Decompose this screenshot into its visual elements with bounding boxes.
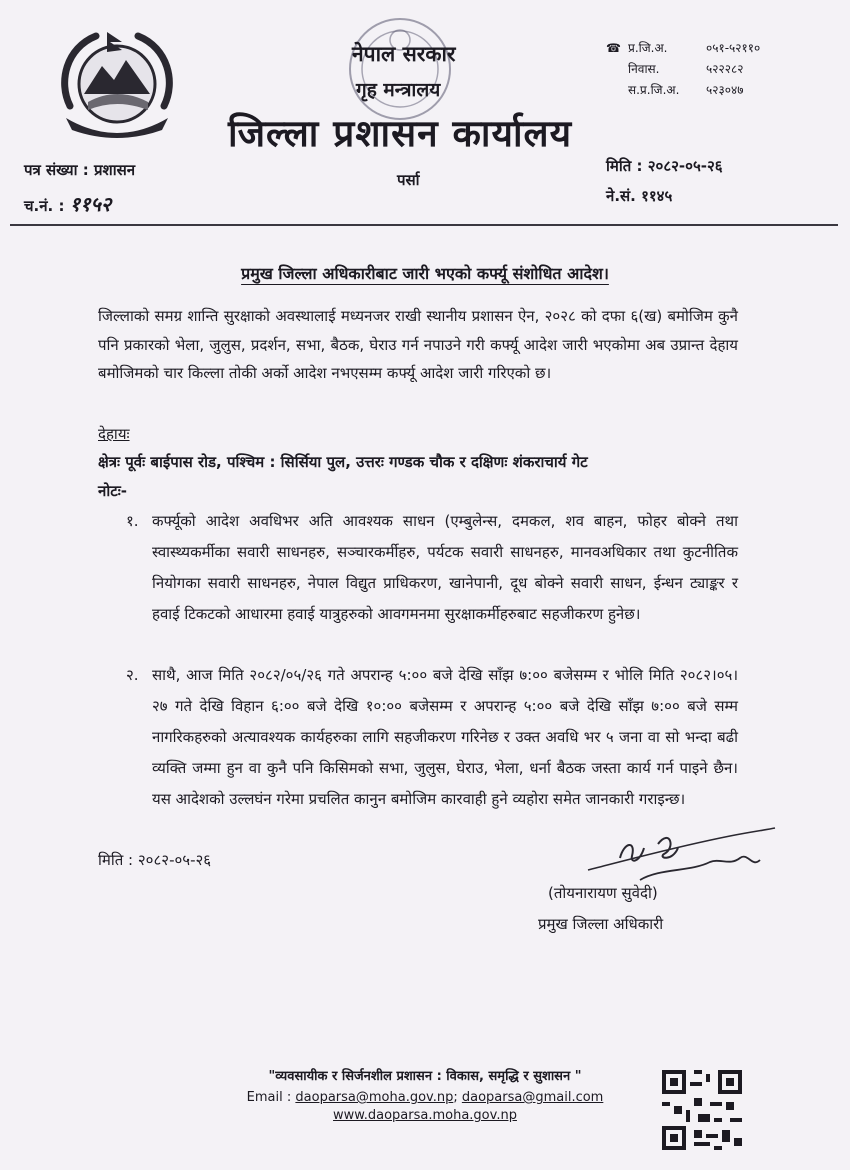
subject-text: प्रमुख जिल्ला अधिकारीबाट जारी भएको कर्फ्यू संशोधित आदेश। [241,264,609,283]
contact-value: ५२३०४७ [706,83,744,97]
header-divider [10,224,838,226]
nepal-sambat-date: ने.सं. ११४५ [606,187,673,205]
dispatch-number-value: ११५२ [69,192,112,216]
email-link-secondary[interactable]: daoparsa@gmail.com [461,1090,604,1105]
office-title: जिल्ला प्रशासन कार्यालय [228,112,573,155]
dehaya-label [98,420,738,449]
contact-label: स.प्र.जि.अ. [628,83,680,97]
contact-value: ५२२२८२ [706,62,744,76]
contact-row [606,80,760,101]
dehaya-text: देहायः [98,425,130,443]
ministry-name: गृह मन्त्रालय [356,79,441,101]
footer-motto: "व्यवसायीक र सिर्जनशील प्रशासन : विकास, समृद्धि र सुशासन " [268,1069,582,1084]
curfew-area: क्षेत्रः पूर्वः बाईपास रोड, पश्चिम : सिर्सिया पुल, उत्तरः गण्डक चौक र दक्षिणः शंकराचार्य गेट [98,453,588,471]
note-item [126,660,738,815]
note-text: कर्फ्यूको आदेश अवधिभर अति आवश्यक साधन (एम्बुलेन्स, दमकल, शव बाहन, फोहर बोक्ने तथा स्वास्थ्यकर्मीका सवारी साधनहरु, सञ्चारकर्मीहरु, पर्यटक सवारी साधनहरु, मानवअधिकार तथा कुटनीतिक नियोगका सवारी साधनहरु, नेपाल विद्युत प्राधिकरण, खानेपानी, दूध बोक्ने सवारी साधन, ईन्धन ट्याङ्कर र हवाई टिकटको आधारमा हवाई यात्रुहरुको आवगमनमा सुरक्षाकर्मीहरुबाट सहजीकरण हुनेछ। [152,512,738,623]
website-link[interactable]: www.daoparsa.moha.gov.np [333,1108,517,1123]
note-item [126,506,738,630]
contact-row [606,59,760,80]
letter-number: पत्र संख्या : प्रशासन [24,161,136,179]
subject-heading [0,262,850,284]
signatory-name: (तोयनारायण सुवेदी) [548,884,658,902]
office-location: पर्सा [397,171,420,189]
intro-paragraph: जिल्लाको समग्र शान्ति सुरक्षाको अवस्थालाई मध्यनजर राखी स्थानीय प्रशासन ऐन, २०२८ को दफा ६(ख) बमोजिम कुनै पनि प्रकारको भेला, जुलुस, प्रदर्शन, सभा, बैठक, घेराउ गर्न नपाउने गरी कर्फ्यू आदेश जारी भएकोमा अब उप्रान्त देहाय बमोजिमको चार किल्ला तोकी अर्को आदेश नभएसम्म कर्फ्यू आदेश जारी गरिएको छ। [98,307,738,382]
email-link-primary[interactable]: daoparsa@moha.gov.np [295,1090,454,1105]
footer-date: मिति : २०८२-०५-२६ [98,851,212,869]
signatory-title: प्रमुख जिल्ला अधिकारी [538,915,664,933]
phone-icon: ☎ [606,41,621,55]
contact-value: ०५१-५२११० [706,41,761,55]
note-number: २. [126,666,139,684]
note-number: १. [126,512,139,530]
dispatch-label: च.नं. : [24,197,65,215]
contact-block [606,38,760,101]
email-label: Email : [246,1090,292,1105]
handwritten-signature [580,818,780,888]
nepal-emblem-icon [52,22,182,140]
dispatch-number [24,190,111,217]
letter-date: मिति : २०८२-०५-२६ [606,157,723,175]
note-text: साथै, आज मिति २०८२/०५/२६ गते अपरान्ह ५:०० बजे देखि साँझ ७:०० बजेसम्म र भोलि मिति २०८२।०५।२७ गते देखि विहान ६:०० बजे देखि १०:०० बजेसम्म र अपरान्ह ५:०० बजे देखि साँझ ७:०० बजे सम्म नागरिकहरुको अत्यावश्यक कार्यहरुका लागि सहजीकरण गरिनेछ र उक्त अवधि भर ५ जना वा सो भन्दा बढी व्यक्ति जम्मा हुन वा कुनै पनि किसिमको सभा, जुलुस, घेराउ, भेला, धर्ना बैठक जस्ता कार्य गर्न पाइने छैन। यस आदेशको उल्लघंन गरेमा प्रचलित कानुन बमोजिम कारवाही हुने व्यहोरा समेत जानकारी गराइन्छ। [152,666,738,808]
contact-label: निवास. [628,62,660,76]
contact-label: प्र.जि.अ. [628,41,668,55]
note-label: नोटः- [98,482,128,500]
footer-email: Email : daoparsa@moha.gov.np; daoparsa@gmail.com [246,1090,604,1105]
government-name: नेपाल सरकार [352,42,456,66]
contact-row [606,38,760,59]
qr-code-icon[interactable] [662,1070,742,1150]
